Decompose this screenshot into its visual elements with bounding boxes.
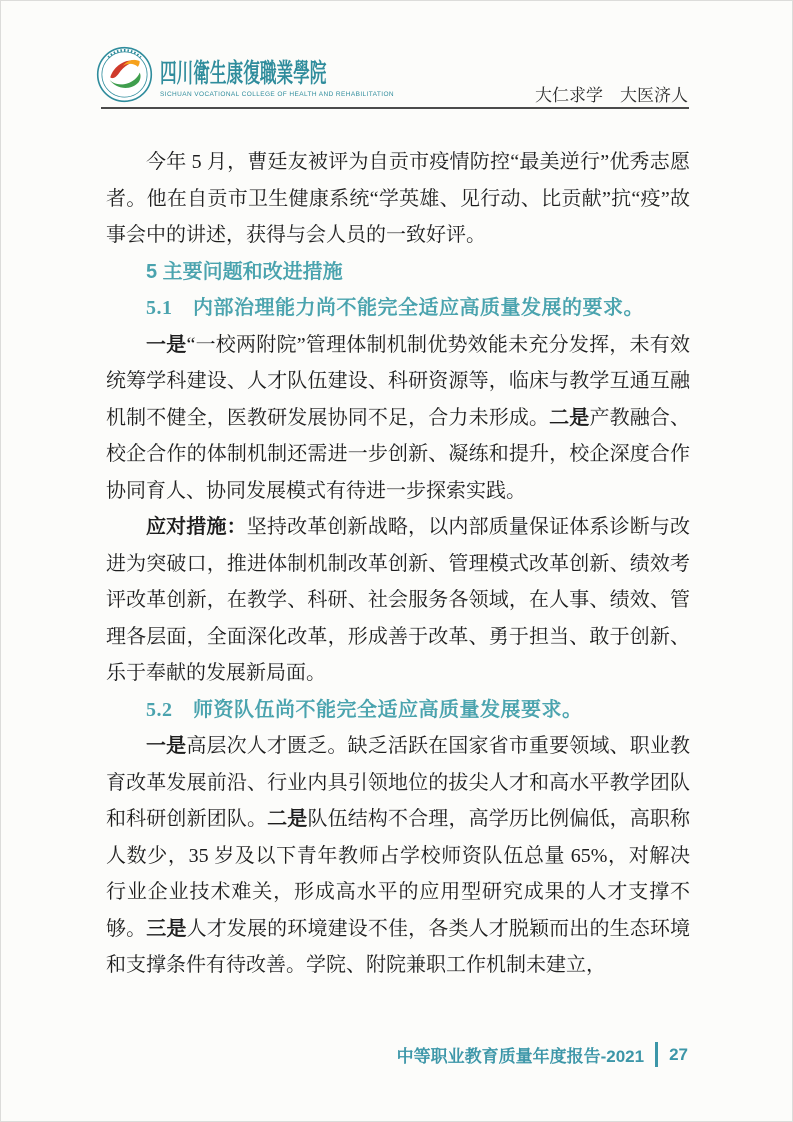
run-ershi: 二是 (549, 406, 590, 429)
run-text: 人才发展的环境建设不佳，各类人才脱颖而出的生态环境和支撑条件有待改善。学院、附院兼职工作机制未建立， (106, 917, 691, 976)
footer-report-title: 中等职业教育质量年度报告-2021 (396, 1047, 645, 1066)
footer-divider (655, 1042, 658, 1067)
college-name-en: SICHUAN VOCATIONAL COLLEGE OF HEALTH AND REHABILITATION (160, 91, 395, 98)
run-text: 坚持改革创新战略，以内部质量保证体系诊断与改进为突破口，推进体制机制改革创新、管理模式改革创新、绩效考评改革创新，在教学、科研、社会服务各领域，在人事、绩效、管理各层面，全面深化改革，形成善于改革、勇于担当、敢于创新、乐于奉献的发展新局面。 (106, 516, 691, 684)
college-name-block (160, 46, 420, 98)
run-text: 产教融合、校企合作的体制机制还需进一步创新、凝练和提升，校企深度合作协同育人、协同发展模式有待进一步探索实践。 (106, 406, 691, 502)
page-footer (397, 1042, 688, 1067)
run-yishi: 一是 (146, 735, 187, 757)
paragraph-volunteer-award: 今年 5 月，曹廷友被评为自贡市疫情防控“最美逆行”优秀志愿者。他在自贡市卫生健康系统“学英雄、见行动、比贡献”抗“疫”故事会中的讲述，获得与会人员的一致好评。 (106, 151, 690, 246)
section-heading-5-2: 5.2 师资队伍尚不能完全适应高质量发展要求。 (146, 698, 583, 721)
college-name-zh: 四川衛生康復職業學院 (160, 59, 327, 89)
motto-left: 大仁求学 (535, 86, 603, 105)
section-heading-5-1: 5.1 内部治理能力尚不能完全适应高质量发展的要求。 (146, 297, 644, 319)
section-heading-5: 5 主要问题和改进措施 (146, 260, 343, 283)
document-body (106, 144, 690, 984)
run-text: 高层次人才匮乏。缺乏活跃在国家省市重要领域、职业教育改革发展前沿、行业内具引领地位的拔尖人才和高水平教学团队和科研创新团队。 (106, 735, 691, 830)
page-header (101, 46, 689, 109)
paragraph-governance-issues (106, 327, 690, 510)
college-logo (96, 46, 420, 103)
header-motto (535, 81, 688, 106)
paragraph-countermeasures (106, 509, 690, 692)
paragraph-faculty-issues (106, 728, 690, 984)
college-seal-icon (96, 46, 153, 103)
run-measures-label: 应对措施： (146, 516, 247, 538)
page-number: 27 (669, 1044, 688, 1064)
run-yishi: 一是 (146, 333, 187, 356)
run-text: “一校两附院”管理体制机制优势效能未充分发挥，未有效统筹学科建设、人才队伍建设、科研资源等，临床与教学互通互融机制不健全，医教研发展协同不足，合力未形成。 (106, 333, 690, 429)
run-ershi: 二是 (267, 808, 308, 830)
motto-right: 大医济人 (620, 86, 688, 105)
run-text: 队伍结构不合理，高学历比例偏低，高职称人数少，35 岁及以下青年教师占学校师资队伍总量 65%，对解决行业企业技术难关，形成高水平的应用型研究成果的人才支撑不够。 (106, 808, 691, 940)
run-sanshi: 三是 (146, 917, 187, 940)
